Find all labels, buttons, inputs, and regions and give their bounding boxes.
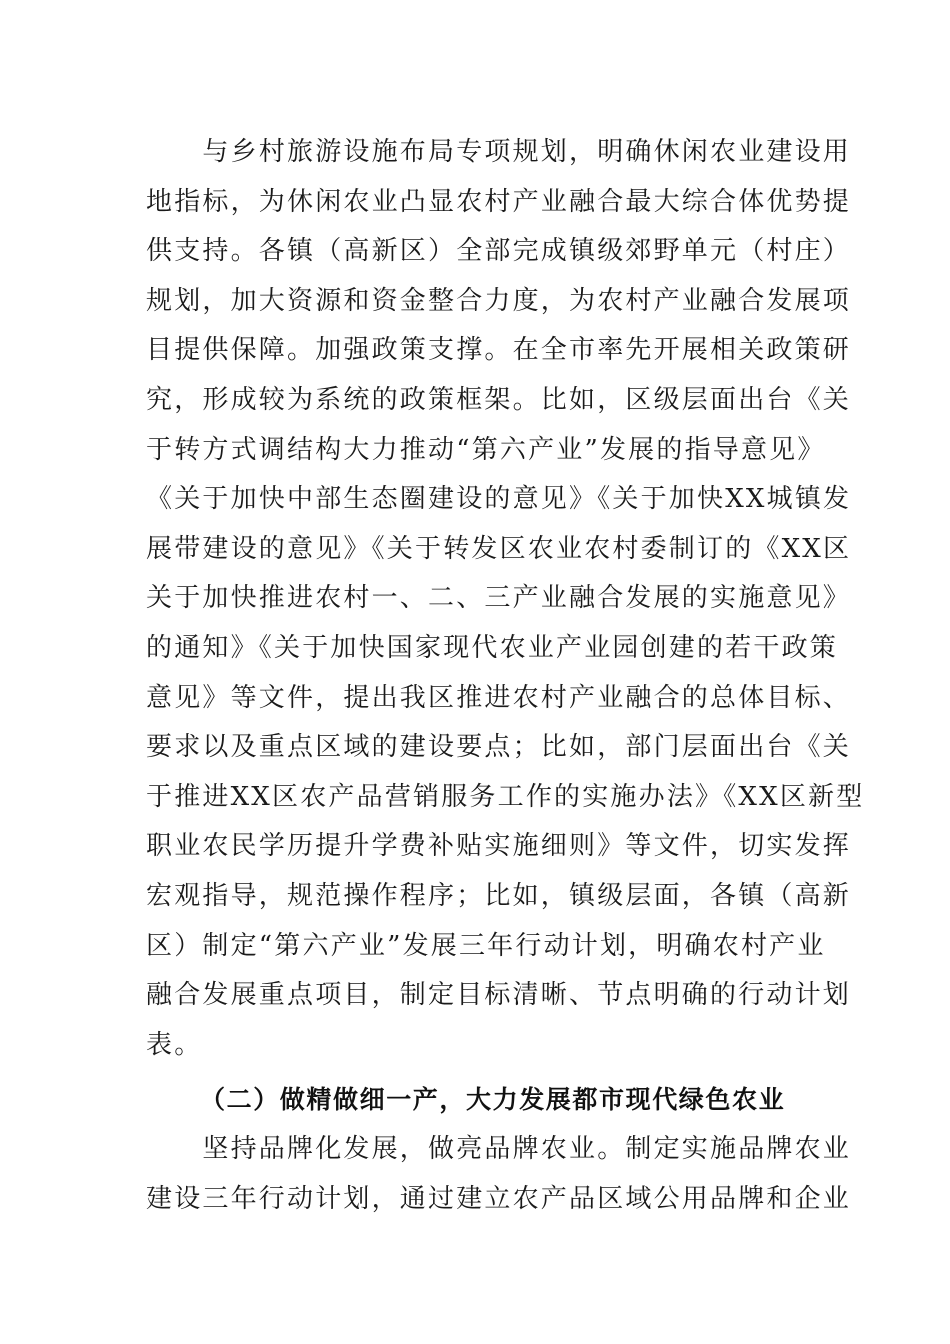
text-line: 展带建设的意见》《关于转发区农业农村委制订的《XX区 [146,533,852,564]
text-line: 要求以及重点区域的建设要点；比如，部门层面出台《关 [146,732,852,763]
text-line: 目提供保障。加强政策支撑。在全市率先开展相关政策研 [146,335,852,366]
text-line: 于转方式调结构大力推动“第六产业”发展的指导意见》 [146,434,826,465]
body-paragraph [146,1125,852,1224]
text-line: 《关于加快中部生态圈建设的意见》《关于加快XX城镇发 [146,484,852,515]
text-line: 供支持。各镇（高新区）全部完成镇级郊野单元（村庄） [146,236,852,267]
text-line: 关于加快推进农村一、二、三产业融合发展的实施意见》 [146,583,852,614]
text-line: 融合发展重点项目，制定目标清晰、节点明确的行动计划 [146,980,852,1011]
text-line: 宏观指导，规范操作程序；比如，镇级层面，各镇（高新 [146,880,852,911]
section-heading: （二）做精做细一产，大力发展都市现代绿色农业 [200,1085,786,1114]
text-line: 表。 [146,1029,203,1060]
text-line: 规划，加大资源和资金整合力度，为农村产业融合发展项 [146,285,852,316]
text-line: 意见》等文件，提出我区推进农村产业融合的总体目标、 [146,682,852,713]
text-line: 区）制定“第六产业”发展三年行动计划，明确农村产业 [146,930,826,961]
text-line: 究，形成较为系统的政策框架。比如，区级层面出台《关 [146,384,852,415]
text-line: 建设三年行动计划，通过建立农产品区域公用品牌和企业 [146,1183,852,1214]
text-line: 地指标，为休闲农业凸显农村产业融合最大综合体优势提 [146,186,852,217]
body-paragraph [146,128,865,1070]
text-line: 与乡村旅游设施布局专项规划，明确休闲农业建设用 [146,137,852,167]
text-line: 于推进XX区农产品营销服务工作的实施办法》《XX区新型 [146,781,865,812]
text-line: 的通知》《关于加快国家现代农业产业园创建的若干政策 [146,632,839,663]
text-line: 职业农民学历提升学费补贴实施细则》等文件，切实发挥 [146,831,852,862]
text-line: 坚持品牌化发展，做亮品牌农业。制定实施品牌农业 [146,1134,852,1164]
